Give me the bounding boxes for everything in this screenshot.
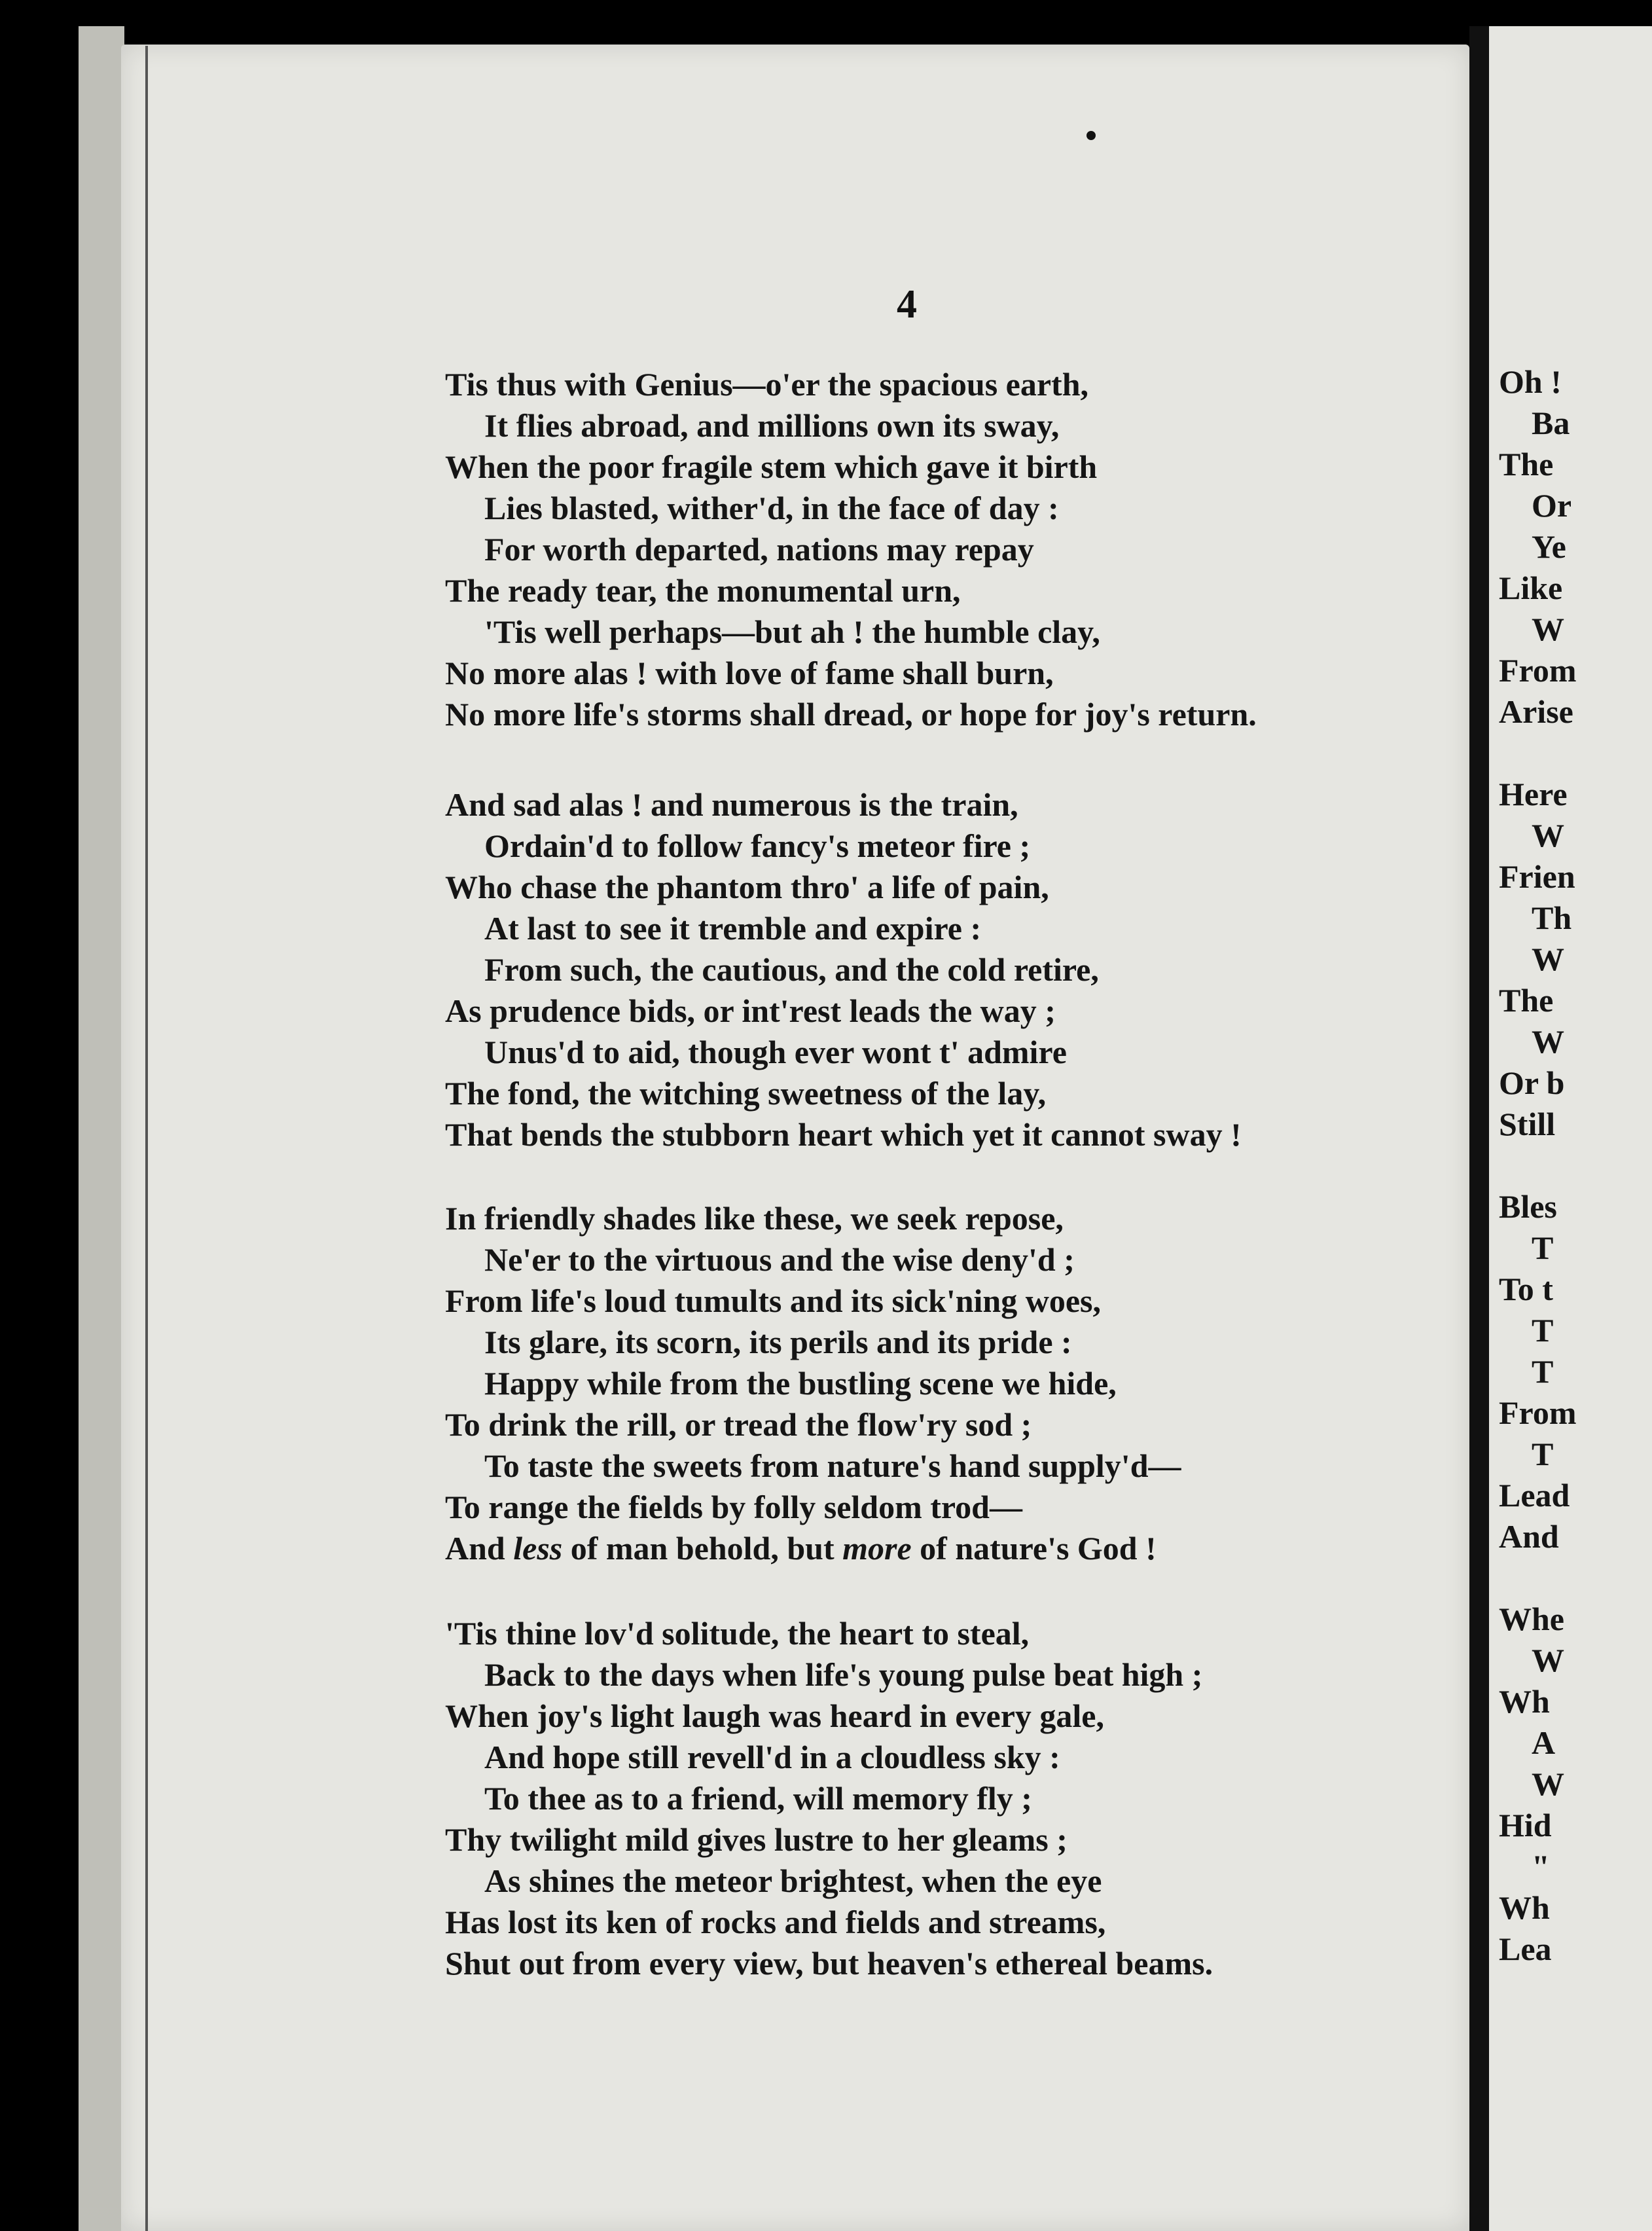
- stanza-4: [445, 1613, 1440, 1984]
- fragment-line: W: [1532, 1642, 1564, 1678]
- poem-line: Lies blasted, wither'd, in the face of day :: [484, 490, 1059, 526]
- fragment-line: W: [1532, 817, 1564, 854]
- stanza-1: [445, 364, 1440, 735]
- fragment-line: Wh: [1499, 1889, 1550, 1926]
- fragment-line: T: [1532, 1353, 1554, 1390]
- fragment-line: Frien: [1499, 858, 1575, 895]
- poem-line: To drink the rill, or tread the flow'ry sod ;: [445, 1406, 1032, 1443]
- fragment-line: Whe: [1499, 1601, 1564, 1637]
- poem-line: Who chase the phantom thro' a life of pain,: [445, 869, 1049, 905]
- poem-line: Ne'er to the virtuous and the wise deny'd ;: [484, 1241, 1075, 1278]
- poem-line: And less of man behold, but more of nature's God !: [445, 1530, 1157, 1567]
- stanza-3: [445, 1198, 1440, 1569]
- fragment-line: Lead: [1499, 1477, 1570, 1514]
- poem-line: The ready tear, the monumental urn,: [445, 572, 961, 609]
- poem-line: When joy's light laugh was heard in every gale,: [445, 1697, 1104, 1734]
- page-border-line: [145, 46, 148, 2231]
- fragment-line: T: [1532, 1312, 1554, 1349]
- fragment-line: Bles: [1499, 1188, 1557, 1225]
- poem-line: Has lost its ken of rocks and fields and streams,: [445, 1904, 1106, 1940]
- fragment-line: Here: [1499, 776, 1568, 812]
- poem-line: From life's loud tumults and its sick'ning woes,: [445, 1282, 1102, 1319]
- poem-line: Ordain'd to follow fancy's meteor fire ;: [484, 827, 1031, 864]
- poem-line: No more alas ! with love of fame shall burn,: [445, 655, 1054, 691]
- fragment-line: Arise: [1499, 693, 1573, 730]
- poem-line: Thy twilight mild gives lustre to her gleams ;: [445, 1821, 1068, 1858]
- fragment-line: Hid: [1499, 1807, 1552, 1843]
- poem-line: To thee as to a friend, will memory fly ;: [484, 1780, 1032, 1817]
- poem-line: And sad alas ! and numerous is the train,: [445, 786, 1018, 823]
- poem-line: And hope still revell'd in a cloudless sky :: [484, 1739, 1060, 1775]
- poem-line: To taste the sweets from nature's hand supply'd—: [484, 1447, 1181, 1484]
- fragment-line: From: [1499, 652, 1577, 689]
- fragment-line: Th: [1532, 899, 1572, 936]
- fragment-line: The: [1499, 446, 1554, 482]
- poem-line: From such, the cautious, and the cold retire,: [484, 951, 1099, 988]
- fragment-line: Wh: [1499, 1683, 1550, 1720]
- poem-line: No more life's storms shall dread, or hope for joy's return.: [445, 696, 1257, 733]
- poem-line: To range the fields by folly seldom trod—: [445, 1489, 1022, 1525]
- poem-line: It flies abroad, and millions own its sway,: [484, 407, 1060, 444]
- poem-line: In friendly shades like these, we seek repose,: [445, 1200, 1064, 1237]
- fragment-line: Ye: [1532, 528, 1566, 565]
- poem-line: Unus'd to aid, though ever wont t' admire: [484, 1034, 1067, 1070]
- ink-dot: [1086, 131, 1096, 140]
- poem-line: Its glare, its scorn, its perils and its pride :: [484, 1324, 1072, 1360]
- fragment-line: Or: [1532, 487, 1572, 524]
- fragment-line: T: [1532, 1229, 1554, 1266]
- poem-line: When the poor fragile stem which gave it birth: [445, 448, 1098, 485]
- poem-line: For worth departed, nations may repay: [484, 531, 1034, 568]
- fragment-line: The: [1499, 982, 1554, 1019]
- poem-line: As shines the meteor brightest, when the eye: [484, 1862, 1102, 1899]
- fragment-line: ": [1532, 1848, 1550, 1885]
- poem-line: 'Tis well perhaps—but ah ! the humble clay,: [484, 613, 1100, 650]
- fragment-line: T: [1532, 1436, 1554, 1472]
- poem-line: Tis thus with Genius—o'er the spacious earth,: [445, 366, 1089, 403]
- poem-line: That bends the stubborn heart which yet it cannot sway !: [445, 1116, 1242, 1153]
- poem-line: At last to see it tremble and expire :: [484, 910, 982, 947]
- fragment-line: Oh !: [1499, 363, 1562, 400]
- poem-line: As prudence bids, or int'rest leads the way ;: [445, 992, 1056, 1029]
- poem-line: Back to the days when life's young pulse beat high ;: [484, 1656, 1203, 1693]
- fragment-line: W: [1532, 611, 1564, 647]
- fragment-line: Lea: [1499, 1931, 1552, 1967]
- page-gutter: [1469, 26, 1489, 2231]
- right-page-text: [1489, 361, 1649, 1970]
- fragment-line: And: [1499, 1518, 1559, 1555]
- fragment-line: A: [1532, 1724, 1556, 1761]
- page-edge-shadow: [79, 26, 124, 2231]
- poem-line: 'Tis thine lov'd solitude, the heart to steal,: [445, 1615, 1030, 1652]
- stanza-2: [445, 784, 1440, 1155]
- right-page: [1489, 26, 1652, 2231]
- poem-line: Shut out from every view, but heaven's ethereal beams.: [445, 1945, 1213, 1982]
- page-number: 4: [897, 282, 917, 327]
- fragment-line: W: [1532, 1023, 1564, 1060]
- fragment-line: Still: [1499, 1106, 1556, 1142]
- fragment-line: Ba: [1532, 405, 1570, 441]
- fragment-line: W: [1532, 1766, 1564, 1802]
- poem-line: The fond, the witching sweetness of the lay,: [445, 1075, 1047, 1112]
- fragment-line: To t: [1499, 1271, 1553, 1307]
- fragment-line: W: [1532, 941, 1564, 977]
- fragment-line: From: [1499, 1394, 1577, 1431]
- fragment-line: Like: [1499, 570, 1563, 606]
- poem-line: Happy while from the bustling scene we hide,: [484, 1365, 1117, 1402]
- fragment-line: Or b: [1499, 1064, 1565, 1101]
